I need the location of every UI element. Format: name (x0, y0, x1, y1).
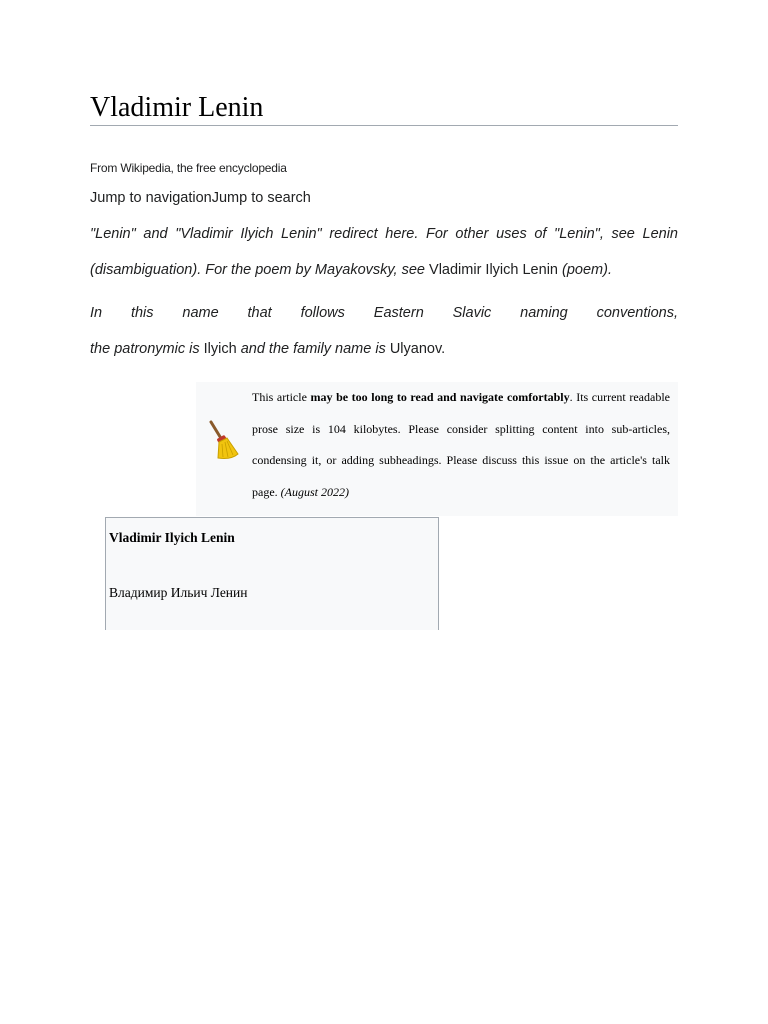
splitting-link[interactable]: splitting (495, 421, 535, 436)
notice-bold-text: may be too long to read and navigate comfortably (310, 390, 570, 404)
family-name-value: Ulyanov (389, 341, 442, 357)
hatnote-text: (poem) (557, 262, 608, 278)
notice-text (252, 382, 670, 508)
redirect-hatnote (90, 216, 678, 288)
infobox (105, 517, 439, 630)
hatnote-text: In this name that follows (90, 305, 374, 321)
jump-to-search-link[interactable]: Jump to search (211, 190, 311, 206)
site-tagline: From Wikipedia, the free encyclopedia (90, 161, 287, 175)
notice-text-part: . Please discuss this issue on the article's (438, 453, 652, 467)
notice-text-part: content into sub-articles, (534, 421, 670, 436)
broom-icon (204, 418, 242, 462)
lenin-poem-link[interactable]: Vladimir Ilyich Lenin (429, 262, 558, 278)
notice-text-part: is 104 kilobytes. Please consider (304, 421, 496, 436)
notice-text-part: . (274, 484, 281, 499)
title-divider (90, 125, 678, 126)
notice-date: (August 2022) (280, 484, 349, 499)
subheadings-link[interactable]: subheadings (379, 453, 439, 467)
jump-to-navigation-link[interactable]: Jump to navigation (90, 190, 212, 206)
hatnote-text: and the family name is (236, 341, 390, 357)
notice-text-part: . Its current (569, 390, 630, 404)
patronymic-value: Ilyich (203, 341, 237, 357)
naming-hatnote-line (90, 295, 678, 331)
hatnote-text: . (607, 262, 612, 278)
lenin-disambiguation-link[interactable]: Lenin (disambiguation) (90, 226, 678, 278)
hatnote-text: . (441, 341, 446, 357)
condensing-link[interactable]: condensing it (252, 453, 319, 467)
page-title: Vladimir Lenin (90, 92, 264, 123)
notice-text-part: This article (252, 390, 311, 404)
eastern-slavic-naming-link[interactable]: Eastern Slavic naming conventions, (373, 305, 679, 321)
readable-prose-size-link[interactable]: readable prose size (252, 390, 670, 436)
too-long-notice (196, 382, 678, 516)
infobox-native-name: Владимир Ильич Ленин (109, 585, 248, 600)
patronymic-link[interactable]: patronymic (114, 341, 186, 357)
talk-page-link[interactable]: talk page (252, 453, 670, 499)
hatnote-text: "Lenin" and "Vladimir Ilyich Lenin" redirect here. For other uses of "Lenin", see (90, 226, 643, 242)
hatnote-text: is (185, 341, 204, 357)
naming-hatnote (90, 295, 678, 367)
jump-links (90, 189, 311, 207)
notice-text-part: , or adding (318, 453, 380, 467)
infobox-title: Vladimir Ilyich Lenin (109, 530, 235, 545)
hatnote-text: . For the poem by Mayakovsky, see (197, 262, 430, 278)
hatnote-text: the (90, 341, 115, 357)
